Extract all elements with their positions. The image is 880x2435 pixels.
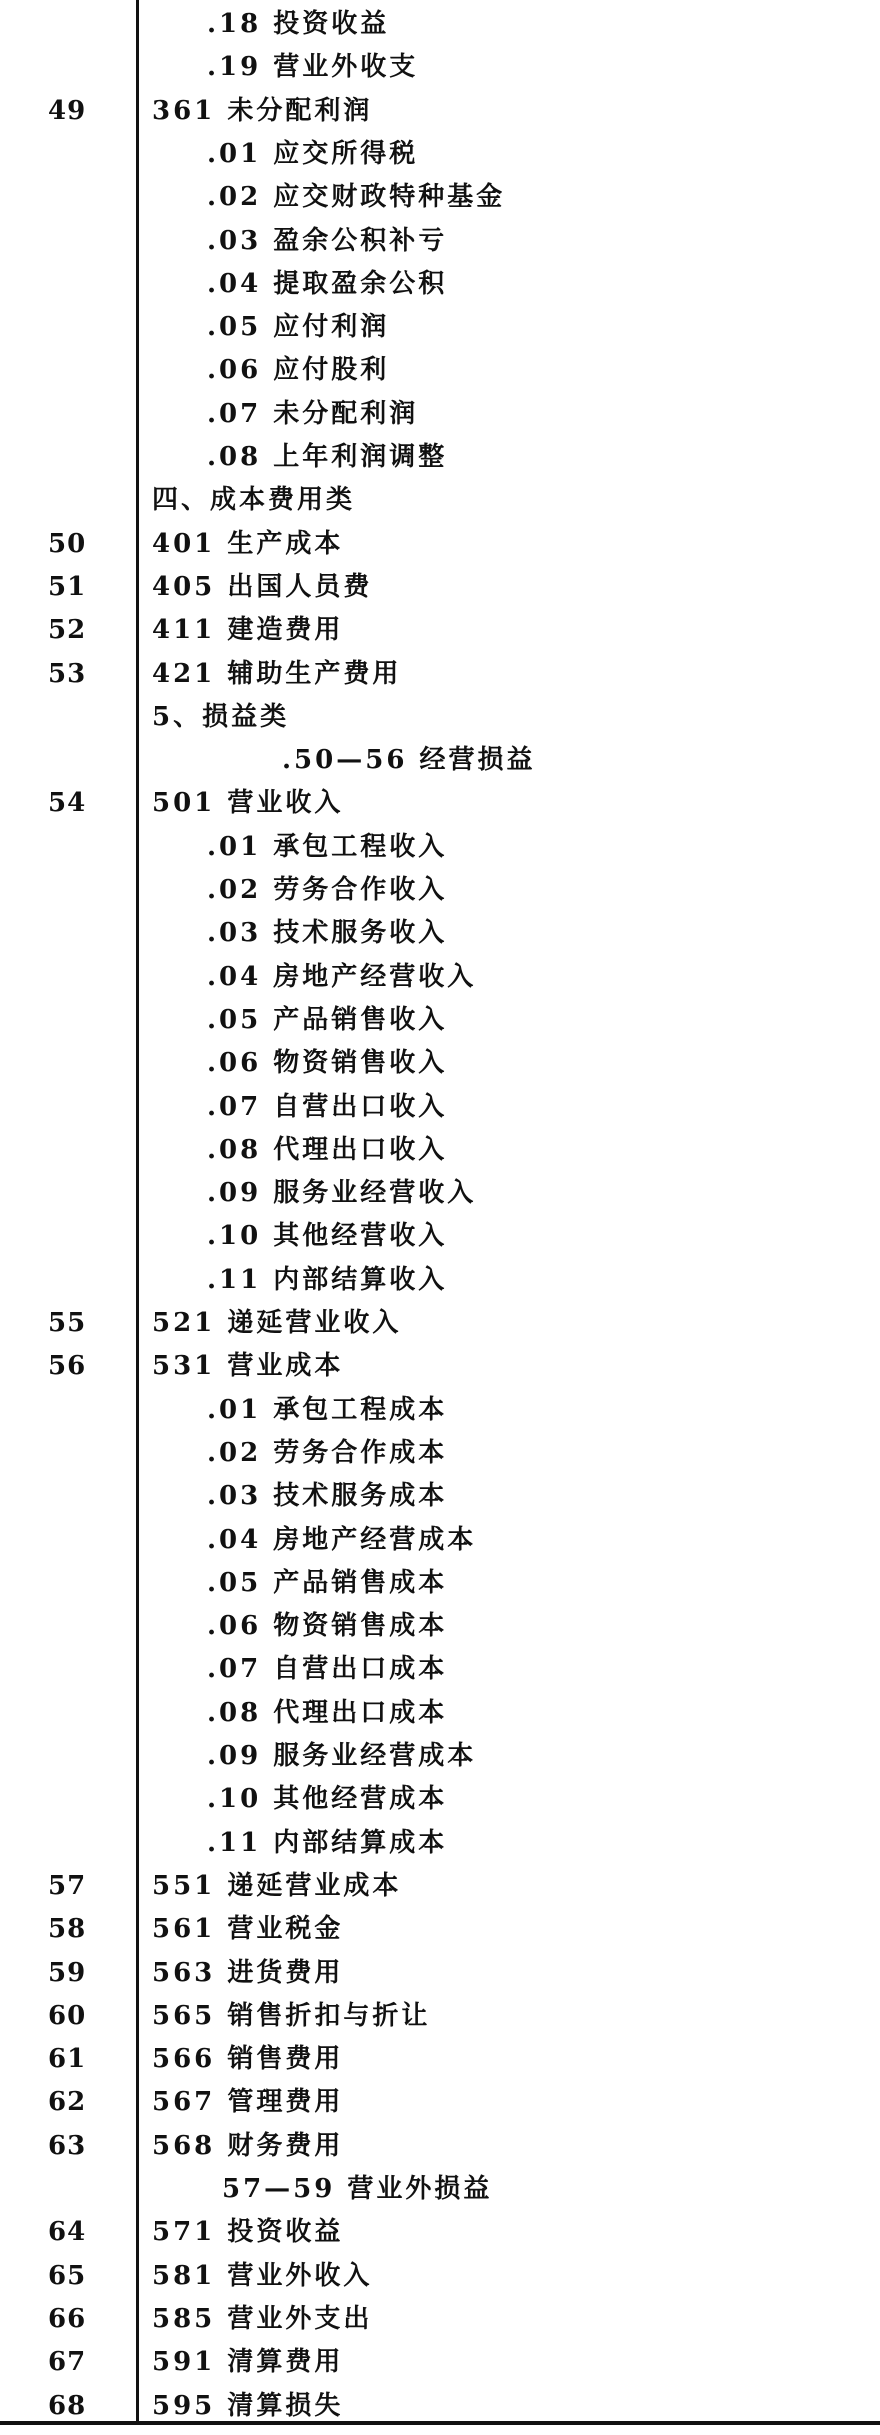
account-row [0,782,880,825]
account-entry: .09 服务业经营成本 [207,1741,477,1771]
account-entry: .01 应交所得税 [207,138,419,169]
account-row [0,1129,880,1172]
row-number: 67 [48,2347,87,2378]
row-number: 60 [48,2000,87,2031]
account-entry: .03 技术服务收入 [207,918,448,949]
account-entry: .07 未分配利润 [207,398,419,429]
account-row [0,1952,880,1995]
account-row [0,1215,880,1258]
account-entry: .05 产品销售收入 [207,1004,448,1035]
account-entry: .03 技术服务成本 [207,1481,448,1512]
account-entry: .06 应付股利 [207,355,390,386]
account-row [0,2038,880,2081]
account-row [0,349,880,392]
row-number: 56 [48,1351,87,1382]
account-entry: 563 进货费用 [152,1957,344,1988]
account-entry: 401 生产成本 [152,528,344,559]
account-row [0,566,880,609]
account-entry: 568 财务费用 [152,2130,344,2161]
account-entry: .04 提取盈余公积 [207,268,448,299]
account-row [0,1908,880,1951]
account-entry: .01 承包工程成本 [207,1394,448,1425]
account-row [0,2168,880,2211]
account-entry: 501 营业收入 [152,788,344,819]
account-entry: 581 营业外收入 [152,2260,373,2291]
account-entry: .03 盈余公积补亏 [207,225,448,256]
account-entry: 421 辅助生产费用 [152,658,402,689]
account-row [0,436,880,479]
account-row [0,133,880,176]
row-number: 53 [48,658,87,689]
account-entry: .10 其他经营收入 [207,1221,448,1252]
account-entry: 571 投资收益 [152,2217,344,2248]
account-entry: 405 出国人员费 [152,571,373,602]
account-row [0,1995,880,2038]
row-number: 66 [48,2303,87,2334]
account-entry: .07 自营出口收入 [207,1091,448,1122]
account-entry: .08 代理出口收入 [207,1134,448,1165]
account-entry: 561 营业税金 [152,1914,344,1945]
row-number: 50 [48,528,87,559]
account-entry: 361 未分配利润 [152,95,373,126]
account-row [0,1822,880,1865]
account-entry: 551 递延营业成本 [152,1870,402,1901]
account-entry: .02 劳务合作收入 [207,875,448,905]
account-row [0,1042,880,1085]
account-row [0,263,880,306]
account-row [0,2298,880,2341]
account-row [0,912,880,955]
account-row [0,306,880,349]
account-row [0,1389,880,1432]
row-number: 57 [48,1870,87,1901]
account-row [0,1865,880,1908]
account-entry: .50—56 经营损益 [282,745,536,776]
account-entry: .06 物资销售成本 [207,1611,448,1642]
account-entry: 591 清算费用 [152,2347,344,2378]
account-row [0,1605,880,1648]
account-row [0,1475,880,1518]
account-row [0,1735,880,1778]
account-entry: 521 递延营业收入 [152,1308,402,1338]
account-entry: .02 劳务合作成本 [207,1437,448,1468]
row-number: 63 [48,2130,87,2161]
account-row [0,523,880,566]
account-entry: 595 清算损失 [152,2390,344,2421]
account-row [0,1562,880,1605]
row-number: 65 [48,2260,87,2291]
account-row [0,2125,880,2168]
account-entry: .11 内部结算成本 [207,1827,448,1858]
account-row [0,999,880,1042]
account-entry: .11 内部结算收入 [207,1264,448,1295]
account-entry: 566 销售费用 [152,2044,344,2075]
row-number: 59 [48,1957,87,1988]
account-entry: .02 应交财政特种基金 [207,182,506,213]
account-row [0,609,880,652]
account-row [0,2341,880,2384]
account-entry: .19 营业外收支 [207,52,419,83]
account-row [0,1519,880,1562]
account-entry: 57—59 营业外损益 [222,2174,493,2204]
account-entry: .08 代理出口成本 [207,1697,448,1728]
account-row [0,1648,880,1691]
account-row [0,1778,880,1821]
row-number: 62 [48,2087,87,2118]
account-row [0,1259,880,1302]
account-row [0,1086,880,1129]
bottom-rule [0,2421,880,2425]
account-entry: 四、成本费用类 [152,485,356,516]
row-number: 68 [48,2390,87,2421]
account-row [0,696,880,739]
account-entry: .04 房地产经营收入 [207,961,477,992]
account-entry: .08 上年利润调整 [207,442,448,472]
account-row [0,826,880,869]
account-entry: .05 应付利润 [207,312,390,343]
account-row [0,46,880,89]
account-entry: 531 营业成本 [152,1351,344,1382]
account-entry: .10 其他经营成本 [207,1784,448,1815]
row-number: 54 [48,788,87,819]
row-number: 61 [48,2044,87,2075]
row-number: 58 [48,1914,87,1945]
row-number: 49 [48,95,87,126]
account-row [0,653,880,696]
account-row [0,1432,880,1475]
account-row [0,90,880,133]
account-entry: .04 房地产经营成本 [207,1524,477,1555]
account-entry: .09 服务业经营收入 [207,1178,477,1209]
account-row [0,479,880,522]
account-entry: .01 承包工程收入 [207,831,448,862]
row-number: 55 [48,1308,87,1338]
account-row [0,2211,880,2254]
account-row [0,220,880,263]
account-entry: .05 产品销售成本 [207,1567,448,1598]
account-entry: .18 投资收益 [207,9,390,39]
account-row [0,2081,880,2124]
account-row [0,956,880,999]
account-row [0,393,880,436]
account-entry: 567 管理费用 [152,2087,344,2118]
account-entry: .06 物资销售收入 [207,1048,448,1079]
account-row [0,176,880,219]
row-number: 64 [48,2217,87,2248]
row-number: 51 [48,571,87,602]
account-row [0,1692,880,1735]
account-row [0,1172,880,1215]
account-row [0,1302,880,1345]
account-entry: .07 自营出口成本 [207,1654,448,1685]
account-row [0,2255,880,2298]
account-row [0,1345,880,1388]
account-entry: 5、损益类 [152,701,290,732]
account-entry: 411 建造费用 [152,615,344,646]
account-row [0,3,880,46]
row-number: 52 [48,615,87,646]
account-row [0,869,880,912]
account-entry: 585 营业外支出 [152,2303,373,2334]
account-entry: 565 销售折扣与折让 [152,2000,431,2031]
account-row [0,739,880,782]
